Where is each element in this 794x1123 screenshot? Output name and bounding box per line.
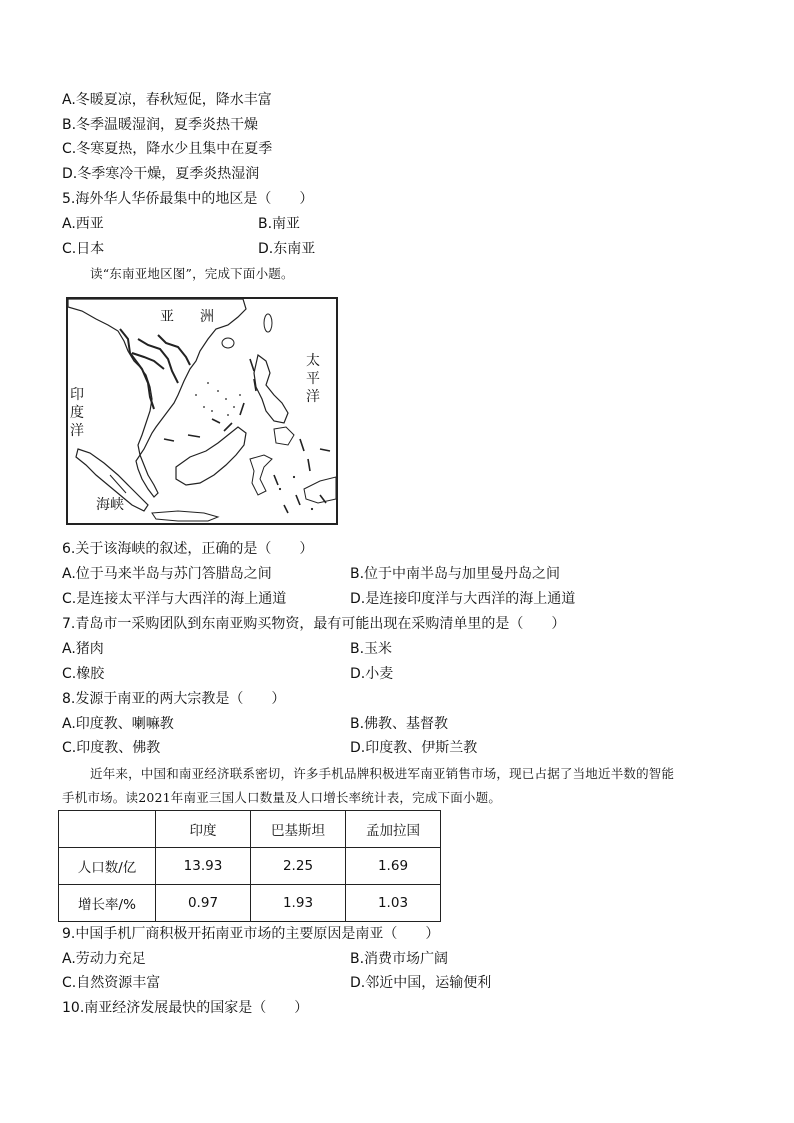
southeast-asia-map	[66, 297, 338, 525]
q4-option-a: A.冬暖夏凉，春秋短促，降水丰富	[62, 92, 272, 108]
q10-stem: 10.南亚经济发展最快的国家是（ ）	[62, 1000, 309, 1016]
table-header-cell: 印度	[156, 811, 251, 848]
table-cell: 人口数/亿	[59, 848, 156, 885]
q5-option-d: D.东南亚	[258, 241, 316, 257]
table-cell: 1.03	[346, 885, 441, 922]
q7-option-b: B.玉米	[350, 641, 393, 657]
label-asia-1: 亚	[160, 309, 174, 325]
map-intro: 读“东南亚地区图”，完成下面小题。	[90, 266, 294, 281]
q8-stem: 8.发源于南亚的两大宗教是（ ）	[62, 691, 286, 707]
q8-option-a: A.印度教、喇嘛教	[62, 716, 174, 732]
java-island	[152, 511, 218, 521]
table-cell: 1.93	[251, 885, 346, 922]
q7-option-d: D.小麦	[350, 666, 394, 682]
label-indian-2: 度	[70, 405, 84, 421]
q5-option-b: B.南亚	[258, 216, 301, 232]
indochina-landmass	[68, 299, 246, 455]
q4-option-d: D.冬季寒冷干燥，夏季炎热湿润	[62, 166, 260, 182]
malay-peninsula	[136, 455, 158, 497]
borneo-island	[176, 427, 246, 485]
label-pacific-3: 洋	[306, 389, 320, 405]
table-header-cell	[59, 811, 156, 848]
q9-option-c: C.自然资源丰富	[62, 975, 161, 991]
q9-option-b: B.消费市场广阔	[350, 951, 449, 967]
map-drawing	[68, 299, 336, 523]
q7-stem: 7.青岛市一采购团队到东南亚购买物资，最有可能出现在采购清单里的是（ ）	[62, 616, 566, 632]
philippines-islands	[254, 355, 288, 423]
table-cell: 13.93	[156, 848, 251, 885]
new-guinea-edge	[304, 477, 336, 503]
table-cell: 2.25	[251, 848, 346, 885]
label-pacific-1: 太	[306, 353, 320, 369]
q6-option-a: A.位于马来半岛与苏门答腊岛之间	[62, 566, 272, 582]
q8-option-d: D.印度教、伊斯兰教	[350, 740, 478, 756]
label-asia-2: 洲	[200, 309, 214, 325]
table-intro-line-1: 近年来，中国和南亚经济联系密切，许多手机品牌积极进军南亚销售市场，现已占据了当地近半数的智能	[90, 766, 675, 781]
table-row	[59, 885, 441, 922]
table-intro-line-2: 手机市场。读2021年南亚三国人口数量及人口增长率统计表，完成下面小题。	[62, 790, 502, 805]
q6-option-c: C.是连接太平洋与大西洋的海上通道	[62, 591, 287, 607]
q5-stem: 5.海外华人华侨最集中的地区是（ ）	[62, 191, 314, 207]
q6-option-d: D.是连接印度洋与大西洋的海上通道	[350, 591, 576, 607]
table-header-cell: 孟加拉国	[346, 811, 441, 848]
population-table	[58, 810, 441, 922]
q7-option-c: C.橡胶	[62, 666, 105, 682]
q5-option-c: C.日本	[62, 241, 105, 257]
q6-option-b: B.位于中南半岛与加里曼丹岛之间	[350, 566, 561, 582]
q8-option-c: C.印度教、佛教	[62, 740, 161, 756]
q9-option-d: D.邻近中国，运输便利	[350, 975, 492, 991]
q7-option-a: A.猪肉	[62, 641, 104, 657]
label-strait: 海峡	[96, 497, 124, 513]
q9-option-a: A.劳动力充足	[62, 951, 146, 967]
label-indian-1: 印	[70, 387, 84, 403]
q5-option-a: A.西亚	[62, 216, 104, 232]
q8-option-b: B.佛教、基督教	[350, 716, 449, 732]
table-row	[59, 848, 441, 885]
table-header-cell: 巴基斯坦	[251, 811, 346, 848]
table-header-row	[59, 811, 441, 848]
q4-option-c: C.冬寒夏热，降水少且集中在夏季	[62, 141, 273, 157]
table-cell: 增长率/%	[59, 885, 156, 922]
hainan-island	[222, 338, 234, 348]
label-indian-3: 洋	[70, 423, 84, 439]
sulawesi-island	[250, 455, 272, 495]
q9-stem: 9.中国手机厂商积极开拓南亚市场的主要原因是南亚（ ）	[62, 926, 440, 942]
table-cell: 1.69	[346, 848, 441, 885]
q4-option-b: B.冬季温暖湿润，夏季炎热干燥	[62, 117, 259, 133]
label-pacific-2: 平	[306, 371, 320, 387]
taiwan-island	[264, 314, 272, 332]
table-cell: 0.97	[156, 885, 251, 922]
mindanao-island	[274, 427, 294, 445]
q6-stem: 6.关于该海峡的叙述，正确的是（ ）	[62, 541, 314, 557]
